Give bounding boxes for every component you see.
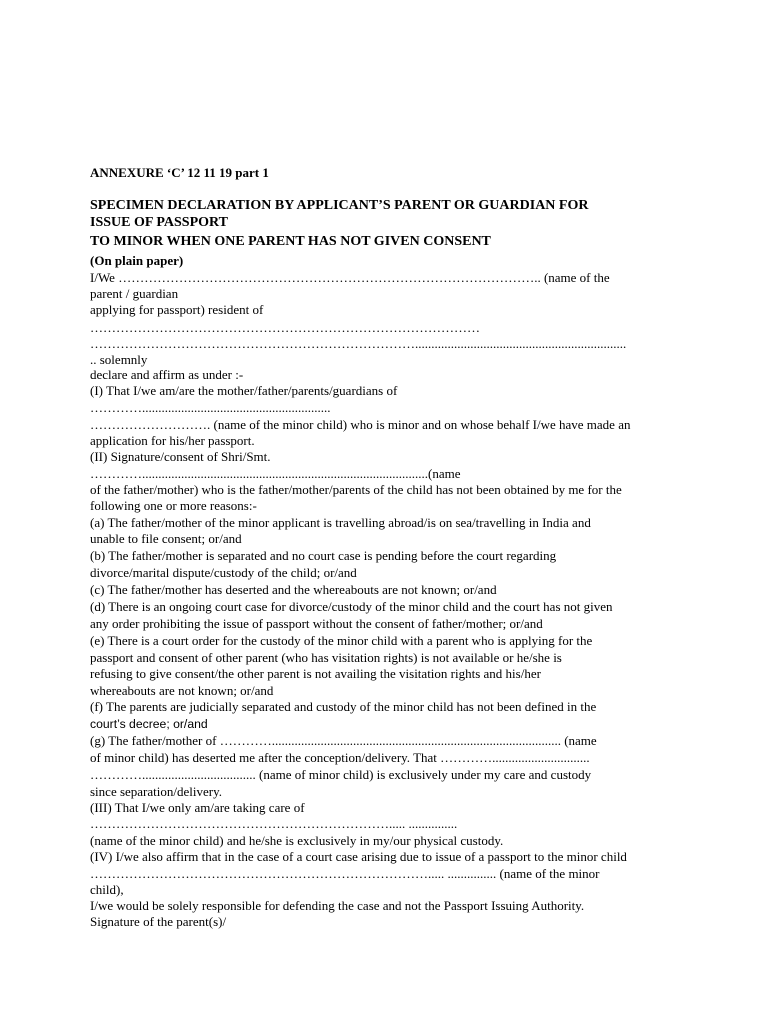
reason-g: (g) The father/mother of …………......................................................................................... (name [90, 733, 597, 748]
body-line: (IV) I/we also affirm that in the case of a court case arising due to issue of a passport to the minor child [90, 849, 627, 864]
body-line: following one or more reasons:- [90, 498, 257, 513]
body-line: ……………………………………………………………………………… [90, 320, 480, 335]
title-line-1: SPECIMEN DECLARATION BY APPLICANT’S PARENT OR GUARDIAN FOR [90, 198, 589, 213]
body-line: since separation/delivery. [90, 784, 222, 799]
reason-f: (f) The parents are judicially separated and custody of the minor child has not been defined in the [90, 699, 597, 714]
annexure-heading: ANNEXURE ‘C’ 12 11 19 part 1 [90, 165, 269, 180]
body-line: application for his/her passport. [90, 433, 255, 448]
body-line: ……………………………………………………………..... ............... [90, 816, 458, 831]
body-line: …………................................... (name of minor child) is exclusively under my care and custody [90, 767, 592, 782]
body-line: …………………………………………………………………................................................................. [90, 336, 627, 351]
reason-c: (c) The father/mother has deserted and the whereabouts are not known; or/and [90, 582, 497, 597]
body-line: ………………………. (name of the minor child) who is minor and on whose behalf I/we have made an [90, 417, 631, 432]
body-line: court’s decree; or/and [90, 717, 208, 731]
title-line-2: ISSUE OF PASSPORT [90, 215, 228, 230]
body-line: passport and consent of other parent (who has visitation rights) is not available or he/she is [90, 650, 562, 665]
body-line: of the father/mother) who is the father/mother/parents of the child has not been obtained by me for the [90, 482, 622, 497]
body-line: .. solemnly [90, 352, 148, 367]
body-line: applying for passport) resident of [90, 302, 264, 317]
body-line: unable to file consent; or/and [90, 531, 242, 546]
body-line: any order prohibiting the issue of passport without the consent of father/mother; or/and [90, 616, 543, 631]
body-line: refusing to give consent/the other parent is not availing the visitation rights and his/her [90, 666, 541, 681]
title-line-3: TO MINOR WHEN ONE PARENT HAS NOT GIVEN CONSENT [90, 234, 491, 249]
body-line: …………........................................................................................(name [90, 466, 461, 481]
body-line: (II) Signature/consent of Shri/Smt. [90, 449, 271, 464]
reason-d: (d) There is an ongoing court case for divorce/custody of the minor child and the court has not given [90, 599, 613, 614]
reason-e: (e) There is a court order for the custody of the minor child with a parent who is applying for the [90, 633, 593, 648]
body-line: ………….......................................................... [90, 400, 331, 415]
body-line: whereabouts are not known; or/and [90, 683, 274, 698]
body-line: declare and affirm as under :- [90, 367, 244, 382]
body-line: I/we would be solely responsible for defending the case and not the Passport Issuing Authority. [90, 898, 585, 913]
body-line: of minor child) has deserted me after the conception/delivery. That ………….............................. [90, 750, 590, 765]
signature-line: Signature of the parent(s)/ [90, 914, 227, 929]
body-line: (name of the minor child) and he/she is exclusively in my/our physical custody. [90, 833, 504, 848]
body-line: I/We …………………………………………………………………………………….. (name of the [90, 270, 610, 285]
body-line: (I) That I/we am/are the mother/father/parents/guardians of [90, 383, 398, 398]
body-line: parent / guardian [90, 286, 179, 301]
body-line: ……………………………………………………………………..... ............... (name of the minor [90, 866, 600, 881]
body-line: divorce/marital dispute/custody of the child; or/and [90, 565, 357, 580]
body-line: child), [90, 882, 124, 897]
subtitle: (On plain paper) [90, 253, 184, 268]
body-line: (III) That I/we only am/are taking care of [90, 800, 305, 815]
reason-b: (b) The father/mother is separated and no court case is pending before the court regarding [90, 548, 557, 563]
reason-a: (a) The father/mother of the minor applicant is travelling abroad/is on sea/travelling in India and [90, 515, 591, 530]
